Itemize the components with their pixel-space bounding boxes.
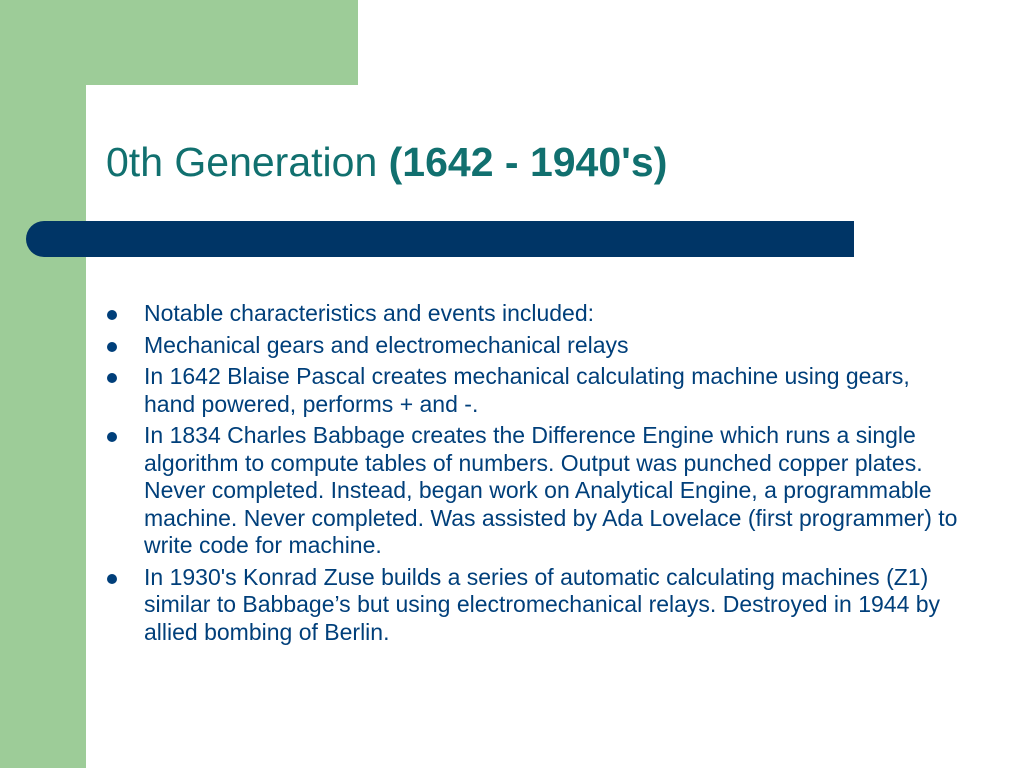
bullet-text: Notable characteristics and events included: [144,300,595,326]
bullet-item [104,300,964,328]
bullet-text: In 1930's Konrad Zuse builds a series of automatic calculating machines (Z1) similar to Babbage’s but using electromechanical relays. Destroyed in 1944 by allied bombing of Berlin. [144,563,941,645]
bullet-dot-icon [107,574,117,584]
bullet-text: Mechanical gears and electromechanical relays [144,331,629,358]
bullet-dot-icon [107,373,117,383]
title-regular: 0th Generation [106,139,389,185]
slide-title [106,138,667,187]
bullet-dot-icon [107,310,117,320]
bullet-item [104,422,964,560]
title-underline-bar [26,221,854,257]
bullet-text: In 1642 Blaise Pascal creates mechanical calculating machine using gears, hand powered, performs + and -. [144,363,910,417]
bullet-item [104,564,964,647]
bullet-dot-icon [107,432,117,442]
bullet-item [104,332,964,360]
green-side-band [0,0,86,768]
bullet-list [104,300,964,650]
title-date-range: (1642 - 1940's) [388,139,668,185]
green-top-band [0,0,358,85]
bullet-dot-icon [107,342,117,352]
bullet-text: In 1834 Charles Babbage creates the Difference Engine which runs a single algorithm to compute tables of numbers. Output was punched copper plates. Never completed. Instead, began work on Analytical Engine, a programmable machine. Never completed. Was assisted by Ada Lovelace (first programmer) to write code for machine. [144,422,958,558]
bullet-item [104,363,964,418]
